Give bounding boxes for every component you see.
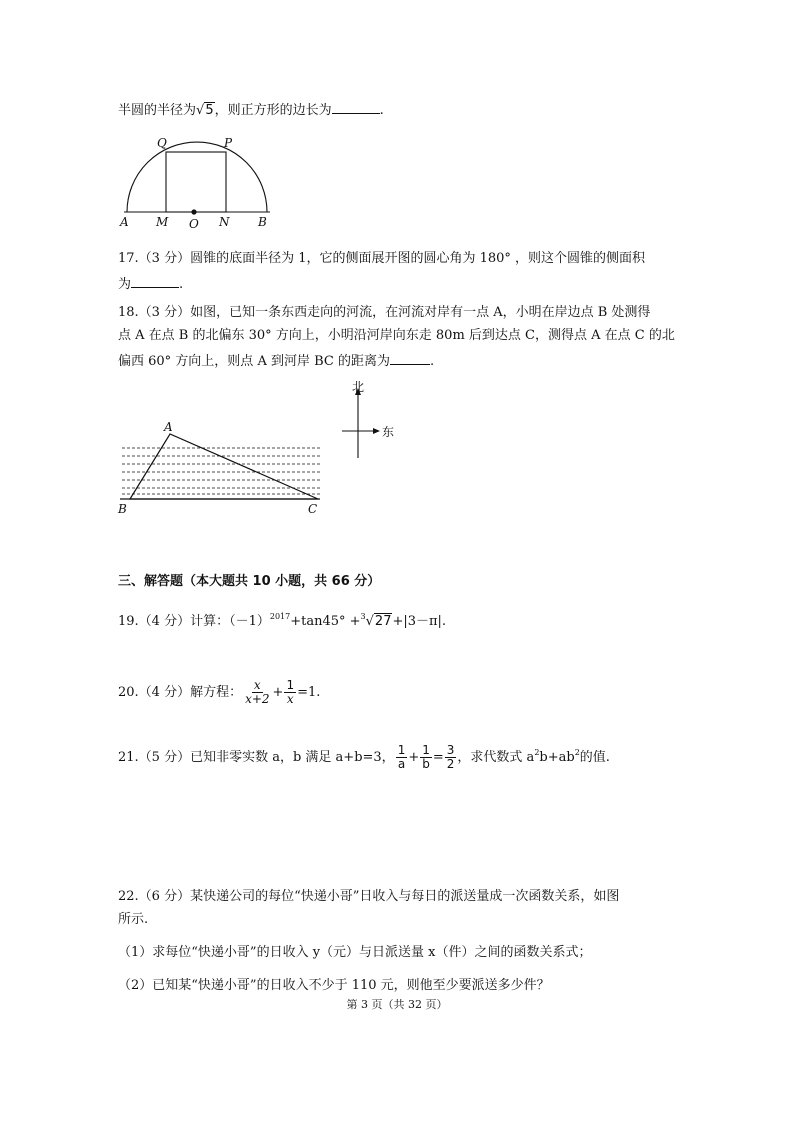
east-arrow-icon	[373, 428, 380, 434]
q22-part2: （2）已知某“快递小哥”的日收入不少于 110 元，则他至少要派送多少件？	[118, 978, 550, 993]
q22-line2: 所示.	[118, 912, 149, 927]
label-east: 东	[382, 425, 395, 439]
q21-plus: +	[408, 750, 420, 765]
label-O: O	[189, 217, 199, 230]
q17-end: .	[179, 277, 184, 292]
fraction-1-over-x: $\frac{1}{x}$	[286, 678, 295, 706]
label-C: C	[308, 502, 318, 516]
q21-eq: =	[432, 750, 444, 765]
q16-line	[118, 99, 384, 120]
q17-line1: 17.（3 分）圆锥的底面半径为 1，它的侧面展开图的圆心角为 180° ，则这个圆锥的侧面积	[118, 251, 646, 266]
triangle-ABC	[130, 434, 318, 499]
answer-blank	[131, 273, 179, 288]
center-point	[191, 209, 196, 214]
sqrt-symbol: √5	[196, 103, 214, 118]
q20-line	[118, 678, 320, 708]
cube-root-symbol: √27	[365, 614, 392, 629]
page-footer: 第 3 页（共 32 页）	[346, 998, 448, 1011]
q17-line2-prefix: 为	[118, 277, 132, 292]
label-B: B	[258, 215, 267, 229]
q19-root-index: 3	[360, 612, 366, 621]
q22-part1: （1）求每位“快递小哥”的日收入 y（元）与日派送量 x（件）之间的函数关系式；	[118, 945, 592, 960]
section-heading: 三、解答题（本大题共 10 小题，共 66 分）	[118, 574, 381, 589]
answer-blank	[332, 99, 380, 114]
q21-line	[118, 738, 610, 773]
q21-mid2: b+ab	[539, 750, 575, 765]
semicircle-figure	[112, 130, 282, 230]
inscribed-square	[166, 152, 226, 212]
fraction-3-over-2: $\frac{3}{2}$	[446, 743, 455, 771]
q19-line	[118, 608, 446, 631]
q20-plus: +	[272, 685, 284, 700]
q21-sup2: 2	[574, 748, 580, 757]
q16-suffix: ，则正方形的边长为	[214, 103, 332, 118]
label-north: 北	[352, 380, 365, 394]
q17-line2	[118, 273, 183, 294]
q19-radicand: 27	[374, 614, 392, 629]
q19-prefix: 19.（4 分）计算：（－1）	[118, 614, 270, 629]
label-A: A	[120, 215, 129, 229]
fraction-x-over-x-plus-2: $\frac{x}{x+2}$	[245, 678, 270, 706]
q18-end: .	[429, 354, 435, 369]
compass-figure	[336, 380, 406, 460]
label-P: P	[224, 136, 233, 150]
q20-prefix: 20.（4 分）解方程：	[118, 685, 243, 700]
label-M: M	[156, 215, 169, 229]
q16-radicand: 5	[205, 103, 214, 118]
label-B: B	[118, 502, 127, 516]
q19-exponent: 2017	[269, 612, 291, 621]
label-N: N	[219, 215, 230, 229]
q18-line3	[118, 350, 434, 371]
label-Q: Q	[157, 136, 167, 150]
q21-mid: ，求代数式 a	[457, 750, 535, 765]
q21-suffix: 的值.	[579, 750, 610, 765]
q18-line1: 18.（3 分）如图，已知一条东西走向的河流，在河流对岸有一点 A，小明在岸边点 B 处测得	[118, 305, 651, 320]
q19-suffix: +|3－π|.	[392, 614, 447, 629]
label-A: A	[164, 420, 173, 434]
river-triangle-figure	[112, 416, 327, 516]
q22-line1: 22.（6 分）某快递公司的每位“快递小哥”日收入与每日的派送量成一次函数关系，如图	[118, 889, 620, 904]
q21-sup1: 2	[534, 748, 540, 757]
q18-line3-prefix: 偏西 60° 方向上，则点 A 到河岸 BC 的距离为	[118, 354, 390, 369]
fraction-1-over-b: $\frac{1}{b}$	[422, 743, 430, 771]
q18-line2: 点 A 在点 B 的北偏东 30° 方向上，小明沿河岸向东走 80m 后到达点 C，测得点 A 在点 C 的北	[118, 328, 675, 343]
q19-mid: +tan45° +	[290, 614, 361, 629]
q16-prefix: 半圆的半径为	[118, 103, 197, 118]
q16-end: .	[379, 103, 384, 118]
fraction-1-over-a: $\frac{1}{a}$	[397, 743, 406, 771]
q20-suffix: =1.	[297, 685, 321, 700]
q21-prefix: 21.（5 分）已知非零实数 a，b 满足 a+b=3，	[118, 750, 395, 765]
answer-blank	[390, 350, 430, 365]
